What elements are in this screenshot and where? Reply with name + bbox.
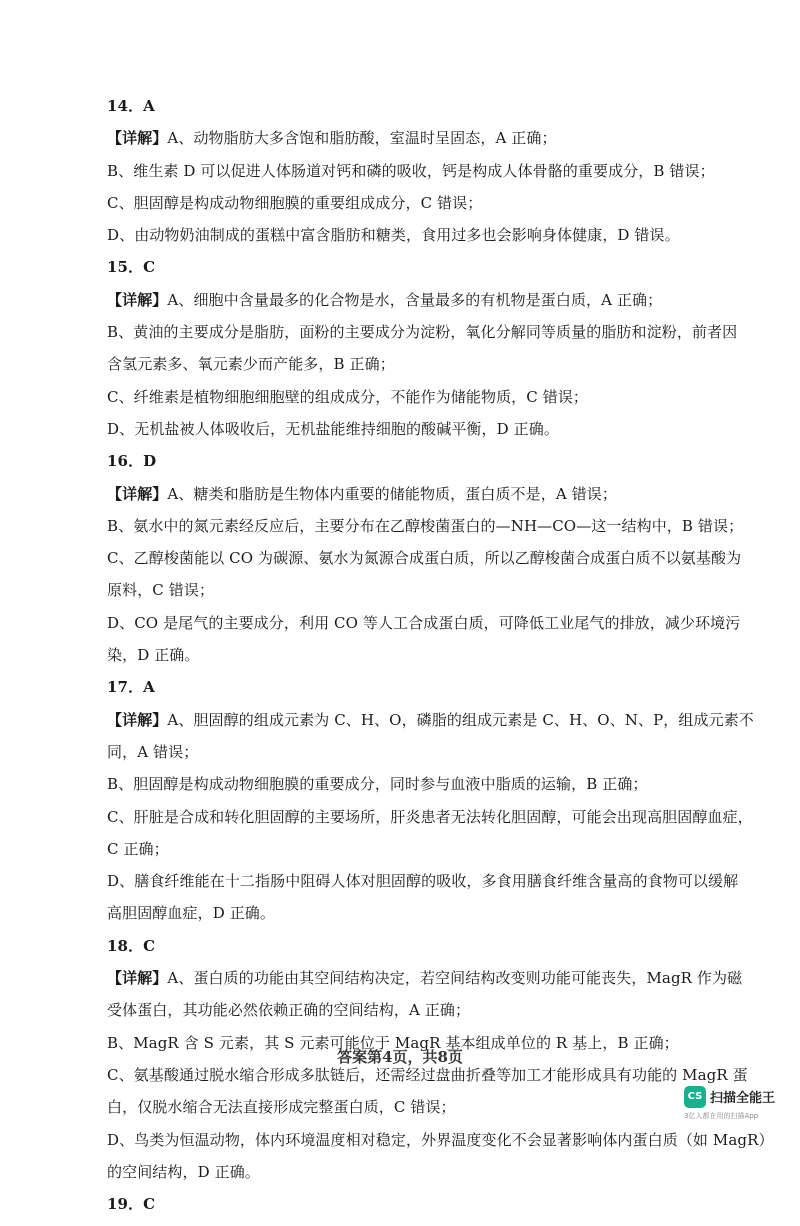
scanner-tagline: 3亿人都在用的扫描App <box>684 1112 759 1120</box>
explanation-line: 高胆固醇血症，D 正确。 <box>107 904 275 923</box>
page-footer: 答案第4页，共8页 <box>337 1048 463 1066</box>
explanation-text: A、动物脂肪大多含饱和脂肪酸，室温时呈固态，A 正确； <box>167 129 557 148</box>
explanation-line: D、膳食纤维能在十二指肠中阻碍人体对胆固醇的吸收，多食用膳食纤维含量高的食物可以缓解 <box>107 872 739 891</box>
scanner-logo-icon: CS <box>684 1086 706 1108</box>
explanation-text: A、细胞中含量最多的化合物是水，含量最多的有机物是蛋白质，A 正确； <box>167 290 663 309</box>
explanation-line: D、由动物奶油制成的蛋糕中富含脂肪和糖类，食用过多也会影响身体健康，D 错误。 <box>107 226 680 245</box>
detail-tag: 【详解】 <box>107 710 168 729</box>
question-number: 18．C <box>107 936 156 955</box>
explanation-line: B、MagR 含 S 元素，其 S 元素可能位于 MagR 基本组成单位的 R 基上，B 正确； <box>107 1033 679 1052</box>
detail-tag: 【详解】 <box>107 969 168 988</box>
detail-tag: 【详解】 <box>107 484 168 503</box>
scanner-app-name: 扫描全能王 <box>710 1091 776 1106</box>
question-number: 15．C <box>107 258 156 277</box>
explanation-line: C、胆固醇是构成动物细胞膜的重要组成成分，C 错误； <box>107 193 483 212</box>
explanation-line <box>107 484 697 504</box>
explanation-line: B、氨水中的氮元素经反应后，主要分布在乙醇梭菌蛋白的—NH—CO—这一结构中，B 错误； <box>107 516 744 535</box>
explanation-line: B、黄油的主要成分是脂肪，面粉的主要成分为淀粉，氧化分解同等质量的脂肪和淀粉，前者因 <box>107 323 738 342</box>
explanation-line: B、胆固醇是构成动物细胞膜的重要成分，同时参与血液中脂质的运输，B 正确； <box>107 775 648 794</box>
question-number: 14．A <box>107 97 155 115</box>
explanation-line: 白，仅脱水缩合无法直接形成完整蛋白质，C 错误； <box>107 1098 456 1117</box>
explanation-line: C、肝脏是合成和转化胆固醇的主要场所，肝炎患者无法转化胆固醇，可能会出现高胆固醇血症， <box>107 807 753 826</box>
explanation-text: A、蛋白质的功能由其空间结构决定，若空间结构改变则功能可能丧失，MagR 作为磁 <box>167 969 743 988</box>
explanation-line <box>107 290 697 310</box>
question-number: 16．D <box>107 452 157 471</box>
detail-tag: 【详解】 <box>107 290 168 309</box>
explanation-line: 同，A 错误； <box>107 742 199 761</box>
explanation-line: C、氨基酸通过脱水缩合形成多肽链后，还需经过盘曲折叠等加工才能形成具有功能的 MagR 蛋 <box>107 1065 748 1084</box>
explanation-line: 染，D 正确。 <box>107 646 200 665</box>
explanation-line: C、乙醇梭菌能以 CO 为碳源、氨水为氮源合成蛋白质，所以乙醇梭菌合成蛋白质不以氨基酸为 <box>107 549 742 568</box>
explanation-text: A、胆固醇的组成元素为 C、H、O，磷脂的组成元素是 C、H、O、N、P，组成元素不 <box>167 710 754 729</box>
question-number: 17．A <box>107 678 155 697</box>
explanation-line: 的空间结构，D 正确。 <box>107 1162 260 1181</box>
scanner-watermark <box>684 1085 794 1125</box>
explanation-line <box>107 710 754 730</box>
explanation-line: 原料，C 错误； <box>107 581 215 600</box>
explanation-line: C 正确； <box>107 839 169 858</box>
explanation-line: 含氢元素多、氧元素少而产能多，B 正确； <box>107 355 395 374</box>
explanation-line <box>107 968 743 988</box>
explanation-line: B、维生素 D 可以促进人体肠道对钙和磷的吸收，钙是构成人体骨骼的重要成分，B 错误； <box>107 161 715 180</box>
explanation-line: D、无机盐被人体吸收后，无机盐能维持细胞的酸碱平衡，D 正确。 <box>107 419 559 438</box>
explanation-line: C、纤维素是植物细胞细胞壁的组成成分，不能作为储能物质，C 错误； <box>107 387 589 406</box>
explanation-text: A、糖类和脂肪是生物体内重要的储能物质，蛋白质不是，A 错误； <box>167 484 617 503</box>
explanation-line: D、CO 是尾气的主要成分，利用 CO 等人工合成蛋白质，可降低工业尾气的排放，减少环境污 <box>107 613 741 632</box>
explanation-line <box>107 128 697 148</box>
explanation-line: D、鸟类为恒温动物，体内环境温度相对稳定，外界温度变化不会显著影响体内蛋白质（如 MagR） <box>107 1130 774 1149</box>
question-number: 19．C <box>107 1195 156 1214</box>
detail-tag: 【详解】 <box>107 129 168 148</box>
explanation-line: 受体蛋白，其功能必然依赖正确的空间结构，A 正确； <box>107 1001 471 1020</box>
